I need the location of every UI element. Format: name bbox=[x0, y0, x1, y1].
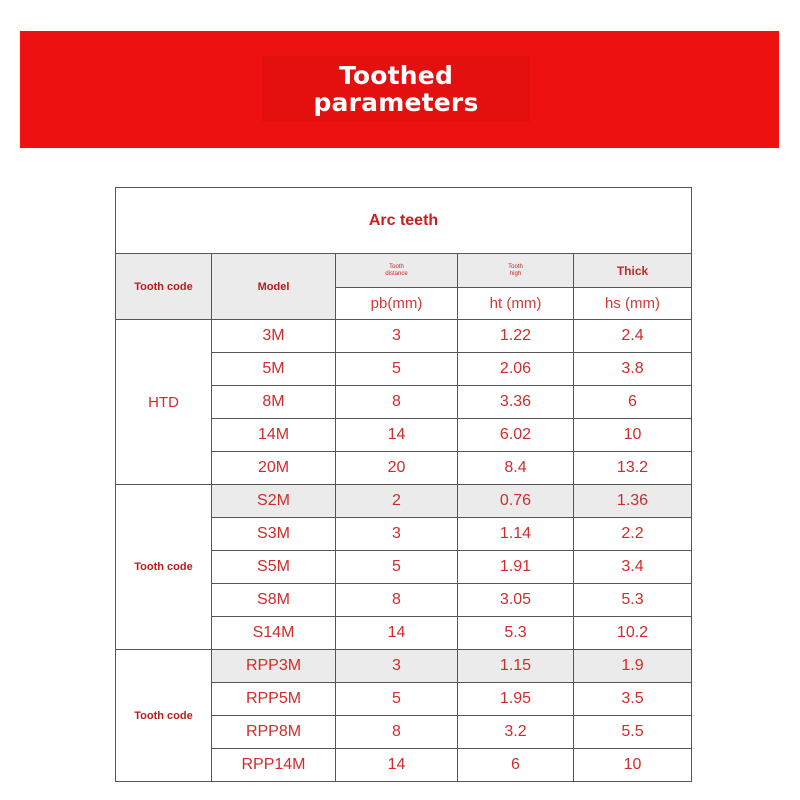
height-cell: 3.36 bbox=[458, 386, 574, 419]
header-model: Model bbox=[212, 254, 336, 320]
group-label-s-series: Tooth code bbox=[116, 485, 212, 650]
height-cell: 6 bbox=[458, 749, 574, 782]
pitch-cell: 5 bbox=[336, 353, 458, 386]
height-cell: 3.05 bbox=[458, 584, 574, 617]
pitch-cell: 3 bbox=[336, 650, 458, 683]
thick-cell: 1.36 bbox=[574, 485, 692, 518]
title-banner bbox=[20, 31, 779, 148]
tooth-parameters-table bbox=[115, 187, 692, 782]
height-cell: 0.76 bbox=[458, 485, 574, 518]
pitch-cell: 3 bbox=[336, 518, 458, 551]
pitch-cell: 20 bbox=[336, 452, 458, 485]
thick-cell: 10 bbox=[574, 419, 692, 452]
model-cell: S8M bbox=[212, 584, 336, 617]
pitch-cell: 14 bbox=[336, 419, 458, 452]
header-tooth-code: Tooth code bbox=[116, 254, 212, 320]
height-cell: 6.02 bbox=[458, 419, 574, 452]
height-cell: 5.3 bbox=[458, 617, 574, 650]
header-tooth-high: Tooth high bbox=[458, 254, 574, 288]
model-cell: RPP8M bbox=[212, 716, 336, 749]
model-cell: 14M bbox=[212, 419, 336, 452]
model-cell: 5M bbox=[212, 353, 336, 386]
table-title: Arc teeth bbox=[116, 188, 692, 254]
pitch-cell: 8 bbox=[336, 386, 458, 419]
model-cell: 8M bbox=[212, 386, 336, 419]
unit-height: ht (mm) bbox=[458, 288, 574, 320]
model-cell: S14M bbox=[212, 617, 336, 650]
model-cell: S3M bbox=[212, 518, 336, 551]
thick-cell: 2.4 bbox=[574, 320, 692, 353]
model-cell: 3M bbox=[212, 320, 336, 353]
thick-cell: 10.2 bbox=[574, 617, 692, 650]
thick-cell: 5.3 bbox=[574, 584, 692, 617]
model-cell: RPP3M bbox=[212, 650, 336, 683]
height-cell: 1.14 bbox=[458, 518, 574, 551]
header-thick: Thick bbox=[574, 254, 692, 288]
thick-cell: 13.2 bbox=[574, 452, 692, 485]
model-cell: RPP14M bbox=[212, 749, 336, 782]
thick-cell: 5.5 bbox=[574, 716, 692, 749]
height-cell: 1.91 bbox=[458, 551, 574, 584]
pitch-cell: 14 bbox=[336, 617, 458, 650]
model-cell: S5M bbox=[212, 551, 336, 584]
pitch-cell: 8 bbox=[336, 584, 458, 617]
thick-cell: 10 bbox=[574, 749, 692, 782]
pitch-cell: 3 bbox=[336, 320, 458, 353]
pitch-cell: 8 bbox=[336, 716, 458, 749]
page-title: Toothed parameters bbox=[313, 61, 479, 117]
height-cell: 1.22 bbox=[458, 320, 574, 353]
table-row bbox=[116, 485, 692, 518]
unit-pitch: pb(mm) bbox=[336, 288, 458, 320]
model-cell: S2M bbox=[212, 485, 336, 518]
unit-thick: hs (mm) bbox=[574, 288, 692, 320]
thick-cell: 6 bbox=[574, 386, 692, 419]
group-label-htd: HTD bbox=[116, 320, 212, 485]
table-row bbox=[116, 650, 692, 683]
height-cell: 1.95 bbox=[458, 683, 574, 716]
height-cell: 3.2 bbox=[458, 716, 574, 749]
thick-cell: 2.2 bbox=[574, 518, 692, 551]
height-cell: 1.15 bbox=[458, 650, 574, 683]
model-cell: 20M bbox=[212, 452, 336, 485]
group-label-rpp-series: Tooth code bbox=[116, 650, 212, 782]
pitch-cell: 2 bbox=[336, 485, 458, 518]
model-cell: RPP5M bbox=[212, 683, 336, 716]
pitch-cell: 5 bbox=[336, 551, 458, 584]
pitch-cell: 5 bbox=[336, 683, 458, 716]
height-cell: 8.4 bbox=[458, 452, 574, 485]
thick-cell: 1.9 bbox=[574, 650, 692, 683]
pitch-cell: 14 bbox=[336, 749, 458, 782]
table-row bbox=[116, 320, 692, 353]
title-box bbox=[262, 56, 530, 122]
header-tooth-distance: Tooth distance bbox=[336, 254, 458, 288]
thick-cell: 3.5 bbox=[574, 683, 692, 716]
thick-cell: 3.8 bbox=[574, 353, 692, 386]
height-cell: 2.06 bbox=[458, 353, 574, 386]
thick-cell: 3.4 bbox=[574, 551, 692, 584]
